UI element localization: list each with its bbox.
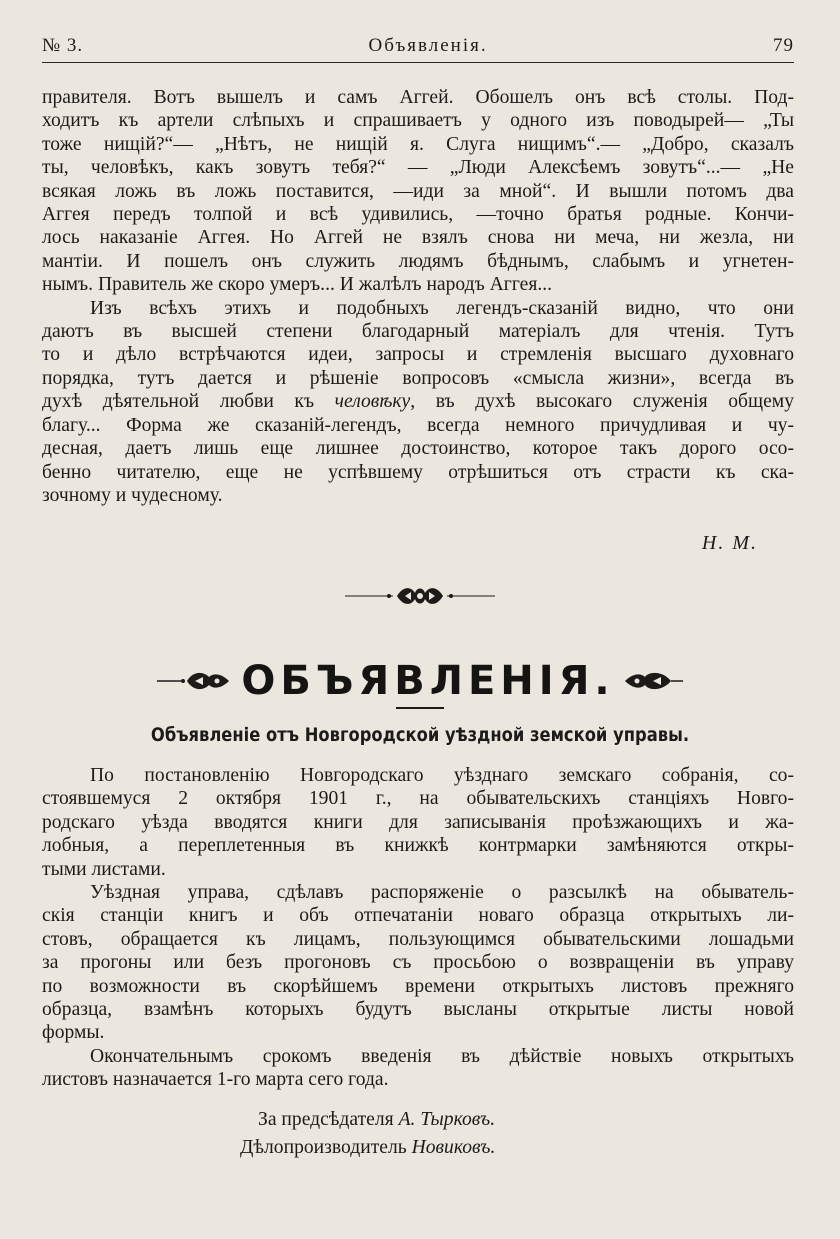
notice-line: тыми листами. [42, 858, 166, 880]
article-line: всякая ложь въ ложь поставится, —иди за мной“. И вышли потомъ два [42, 180, 794, 202]
article-line: порядка, тутъ дается и рѣшеніе вопросовъ «смысла жизни», всегда въ [42, 367, 794, 389]
notice-line: по возможности въ скорѣйшемъ времени открытыхъ листовъ прежняго [42, 975, 794, 997]
article-line: нымъ. Правитель же скоро умеръ... И жалѣлъ народъ Аггея... [42, 274, 553, 296]
notice-line: родскаго уѣзда вводятся книги для записыванія проѣзжающихъ и жа- [42, 811, 794, 833]
notice-body [42, 764, 794, 1092]
announcements-heading [0, 654, 840, 708]
page-number: 79 [772, 35, 794, 56]
article-line: Изъ всѣхъ этихъ и подобныхъ легендъ-сказаній видно, что они [90, 297, 794, 319]
signature-name: А. Тырковъ. [398, 1109, 496, 1130]
author-signature: Н. М. [701, 532, 758, 554]
article-continuation [42, 86, 794, 507]
notice-line: листовъ назначается 1-го марта сего года. [42, 1069, 389, 1091]
article-line: Аггея передъ толпой и всѣ удивились, —точно братья родные. Кончи- [42, 204, 794, 226]
notice-line: лобныя, а переплетенныя въ книжкѣ контрмарки замѣняются откры- [42, 835, 794, 857]
notice-line: формы. [42, 1022, 105, 1044]
flourish-icon [345, 583, 495, 609]
notice-line: стовъ, обращается къ лицамъ, пользующимся обывательскими лошадьми [42, 928, 794, 950]
notice-line: стоявшемуся 2 октября 1901 г., на обывательскихъ станціяхъ Новго- [42, 788, 794, 810]
notice-line: По постановленію Новгородскаго уѣзднаго земскаго собранія, со- [90, 765, 794, 786]
signature-label: За предсѣдателя [258, 1109, 394, 1130]
article-line: благу... Форма же сказаній-легендъ, всегда немного причудливая и чу- [42, 414, 794, 436]
article-line: ты, человѣкъ, какъ зовутъ тебя?“ — „Люди Алексѣемъ зовутъ“...— „Не [42, 157, 794, 179]
italic-word: человѣку [334, 391, 411, 413]
signature-label: Дѣлопроизводитель [240, 1137, 407, 1158]
header-rule [42, 62, 794, 63]
signature-name: Новиковъ. [411, 1137, 496, 1158]
article-line: правителя. Вотъ вышелъ и самъ Аггей. Обошелъ онъ всѣ столы. Под- [42, 87, 794, 108]
heading-text: ОБЪЯВЛЕНІЯ. [241, 658, 615, 704]
article-line: зочному и чудесному. [42, 484, 223, 506]
article-line: мантіи. И пошелъ онъ служить людямъ бѣднымъ, слабымъ и угнетен- [42, 250, 794, 272]
right-ornament-icon [623, 669, 683, 693]
article-line [42, 390, 794, 413]
notice-line: Уѣздная управа, сдѣлавъ распоряженіе о разсылкѣ на обыватель- [90, 882, 794, 904]
article-line: ходитъ къ артели слѣпыхъ и спрашиваетъ у одного изъ поводырей— „Ты [42, 110, 794, 132]
article-line: даютъ въ высшей степени благодарный матеріалъ для чтенія. Тутъ [42, 321, 794, 343]
heading-underline [396, 707, 444, 709]
divider-ornament [0, 582, 840, 610]
notice-line: Окончательнымъ срокомъ введенія въ дѣйствіе новыхъ открытыхъ [90, 1045, 794, 1067]
issue-number: № 3. [42, 35, 84, 56]
notice-title: Объявленіе отъ Новгородской уѣздной земской управы. [150, 724, 690, 746]
section-title: Объявленія. [368, 35, 488, 56]
notice-line: за прогоны или безъ прогоновъ съ просьбою о возвращеніи въ управу [42, 952, 794, 974]
chairman-signature [258, 1108, 495, 1131]
article-line: бенно читателю, еще не успѣвшему отрѣшиться отъ страсти къ ска- [42, 461, 794, 483]
page-header [42, 32, 794, 60]
clerk-signature [240, 1136, 495, 1159]
notice-line: скія станціи книгъ и объ отпечатаніи новаго образца открытыхъ ли- [42, 905, 794, 927]
left-ornament-icon [157, 669, 233, 693]
text-run: духѣ дѣятельной любви къ [42, 391, 335, 413]
text-run: , въ духѣ высокаго служенія общему [410, 391, 795, 413]
notice-line: образца, взамѣнъ которыхъ будутъ высланы открытые листы новой [42, 999, 794, 1021]
article-line: десная, даетъ лишь еще лишнее достоинство, которое такъ дорого осо- [42, 438, 794, 460]
article-line: то и дѣло встрѣчаются идеи, запросы и стремленія высшаго духовнаго [42, 344, 794, 366]
article-line: тоже нищій?“— „Нѣтъ, не нищій я. Слуга нищимъ“.— „Добро, сказалъ [42, 133, 794, 155]
article-line: лось наказаніе Аггея. Но Аггей не взялъ снова ни меча, ни жезла, ни [42, 227, 794, 249]
